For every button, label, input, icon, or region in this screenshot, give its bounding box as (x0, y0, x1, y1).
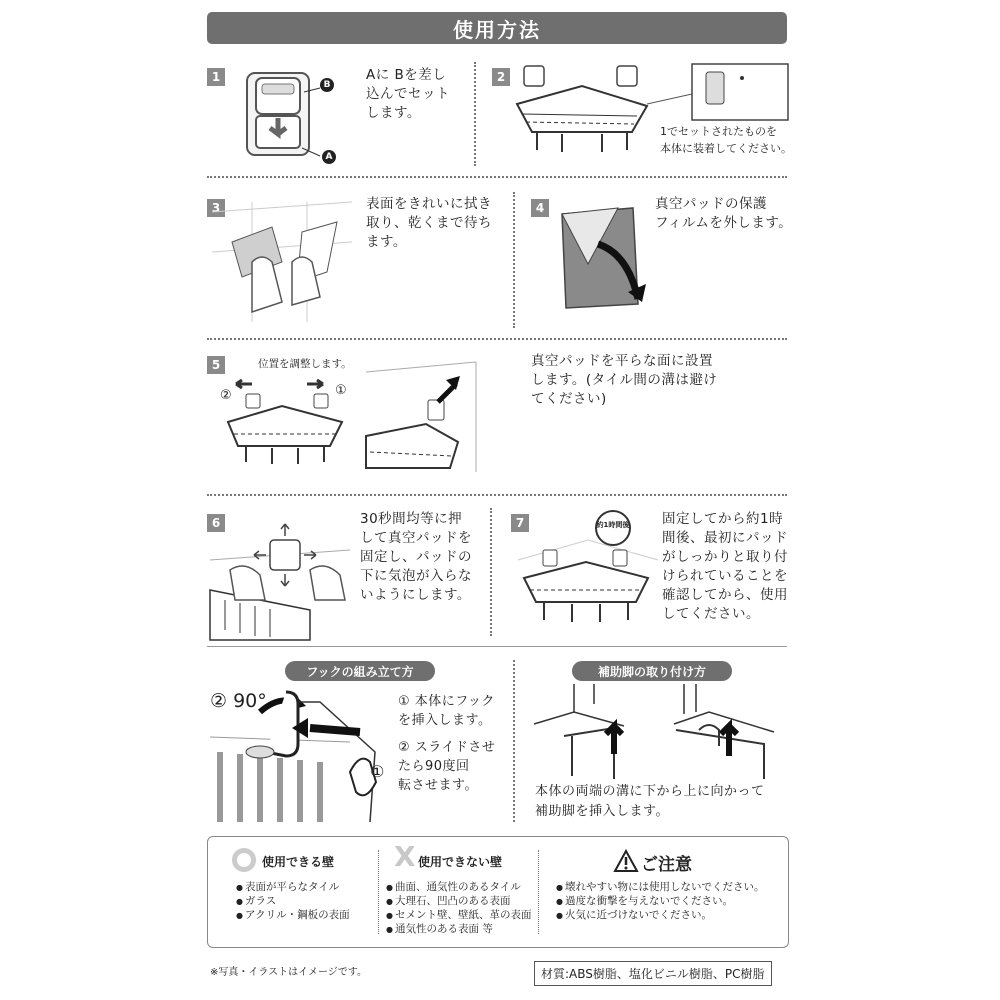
step-number: 1 (207, 68, 225, 86)
list-item: ● 大理石、凹凸のある表面 (386, 894, 510, 909)
step-4-text: 真空パッドの保護 フィルムを外します。 (655, 196, 793, 231)
divider (207, 176, 787, 178)
press-pad-illustration (210, 520, 355, 640)
list-item: ● 通気性のある表面 等 (386, 922, 493, 937)
list-item: ● セメント壁、壁紙、革の表面 (386, 908, 531, 923)
step-number: 4 (531, 199, 549, 217)
hook-heading: フックの組み立て方 (285, 661, 435, 681)
peel-film-illustration (558, 204, 653, 312)
corner-shelf-illustration (512, 64, 792, 174)
footnote: ※写真・イラストはイメージです。 (210, 967, 367, 978)
divider (513, 660, 515, 822)
leg-heading: 補助脚の取り付け方 (572, 661, 732, 681)
label-b: B (320, 78, 334, 92)
leg-text: 本体の両端の溝に下から上に向かって 補助脚を挿入します。 (535, 784, 765, 819)
installed-shelf-illustration (518, 540, 658, 640)
adjust-shelf-illustration (222, 376, 352, 466)
install-shelf-illustration (366, 362, 496, 472)
unusable-heading: 使用できない壁 (418, 855, 503, 869)
divider (513, 192, 515, 328)
mark-1: ① (335, 383, 347, 398)
list-item: ● 壊れやすい物には使用しないでください。 (556, 880, 764, 895)
list-item: ● 曲面、通気性のあるタイル (386, 880, 521, 895)
step-2-text: 1でセットされたものを 本体に装着してください。 (660, 125, 792, 155)
list-item: ● ガラス (236, 894, 276, 909)
mark-2: ② (220, 388, 232, 403)
ng-icon: X (394, 840, 416, 873)
step-6-text: 30秒間均等に押 して真空パッドを 固定し、パッドの 下に気泡が入らな いようにします。 (360, 511, 472, 603)
divider (490, 508, 492, 636)
list-item: ● 過度な衝撃を与えないでください。 (556, 894, 733, 909)
wipe-illustration (212, 202, 352, 322)
label-a: A (322, 150, 336, 164)
step-5-text: 真空パッドを平らな面に設置 します。(タイル間の溝は避け てください) (531, 353, 718, 407)
support-leg-illustration (534, 684, 784, 779)
step-number: 2 (492, 68, 510, 86)
hook-illustration (210, 682, 390, 822)
hook-step-2: ② スライドさせ たら90度回 転させます。 (398, 740, 496, 793)
step-number: 7 (511, 514, 529, 532)
caution-heading: ご注意 (641, 855, 692, 875)
angle-label: ② 90° (210, 690, 267, 712)
list-item: ● 表面が平らなタイル (236, 880, 339, 895)
timer-label: 約1時間後 (596, 521, 630, 529)
usable-heading: 使用できる壁 (262, 855, 335, 869)
step-7-text: 固定してから約1時 間後、最初にパッド がしっかりと取り付 けられていることを 確認してから、使用 してください。 (662, 511, 788, 622)
step-5-caption: 位置を調整します。 (258, 358, 352, 370)
hook-step-1: ① 本体にフック を挿入します。 (398, 694, 495, 728)
ok-icon (232, 848, 256, 872)
divider (474, 62, 476, 166)
step-number: 6 (207, 514, 225, 532)
material-label: 材質:ABS樹脂、塩化ビニル樹脂、PC樹脂 (534, 961, 772, 986)
step-number: 3 (207, 199, 225, 217)
hook-mark-1: ① (370, 762, 385, 781)
list-item: ● アクリル・鋼板の表面 (236, 908, 350, 923)
step-3-text: 表面をきれいに拭き 取り、乾くまで待ち ます。 (366, 196, 492, 250)
warning-icon (614, 850, 638, 872)
divider (538, 850, 539, 934)
list-item: ● 火気に近づけないでください。 (556, 908, 712, 923)
divider (207, 338, 787, 340)
divider (207, 494, 787, 496)
step-1-text: Aに Bを差し 込んでセット します。 (366, 67, 450, 121)
divider (207, 646, 787, 647)
step-number: 5 (207, 356, 225, 374)
page-title: 使用方法 (207, 12, 787, 44)
divider (378, 850, 379, 934)
